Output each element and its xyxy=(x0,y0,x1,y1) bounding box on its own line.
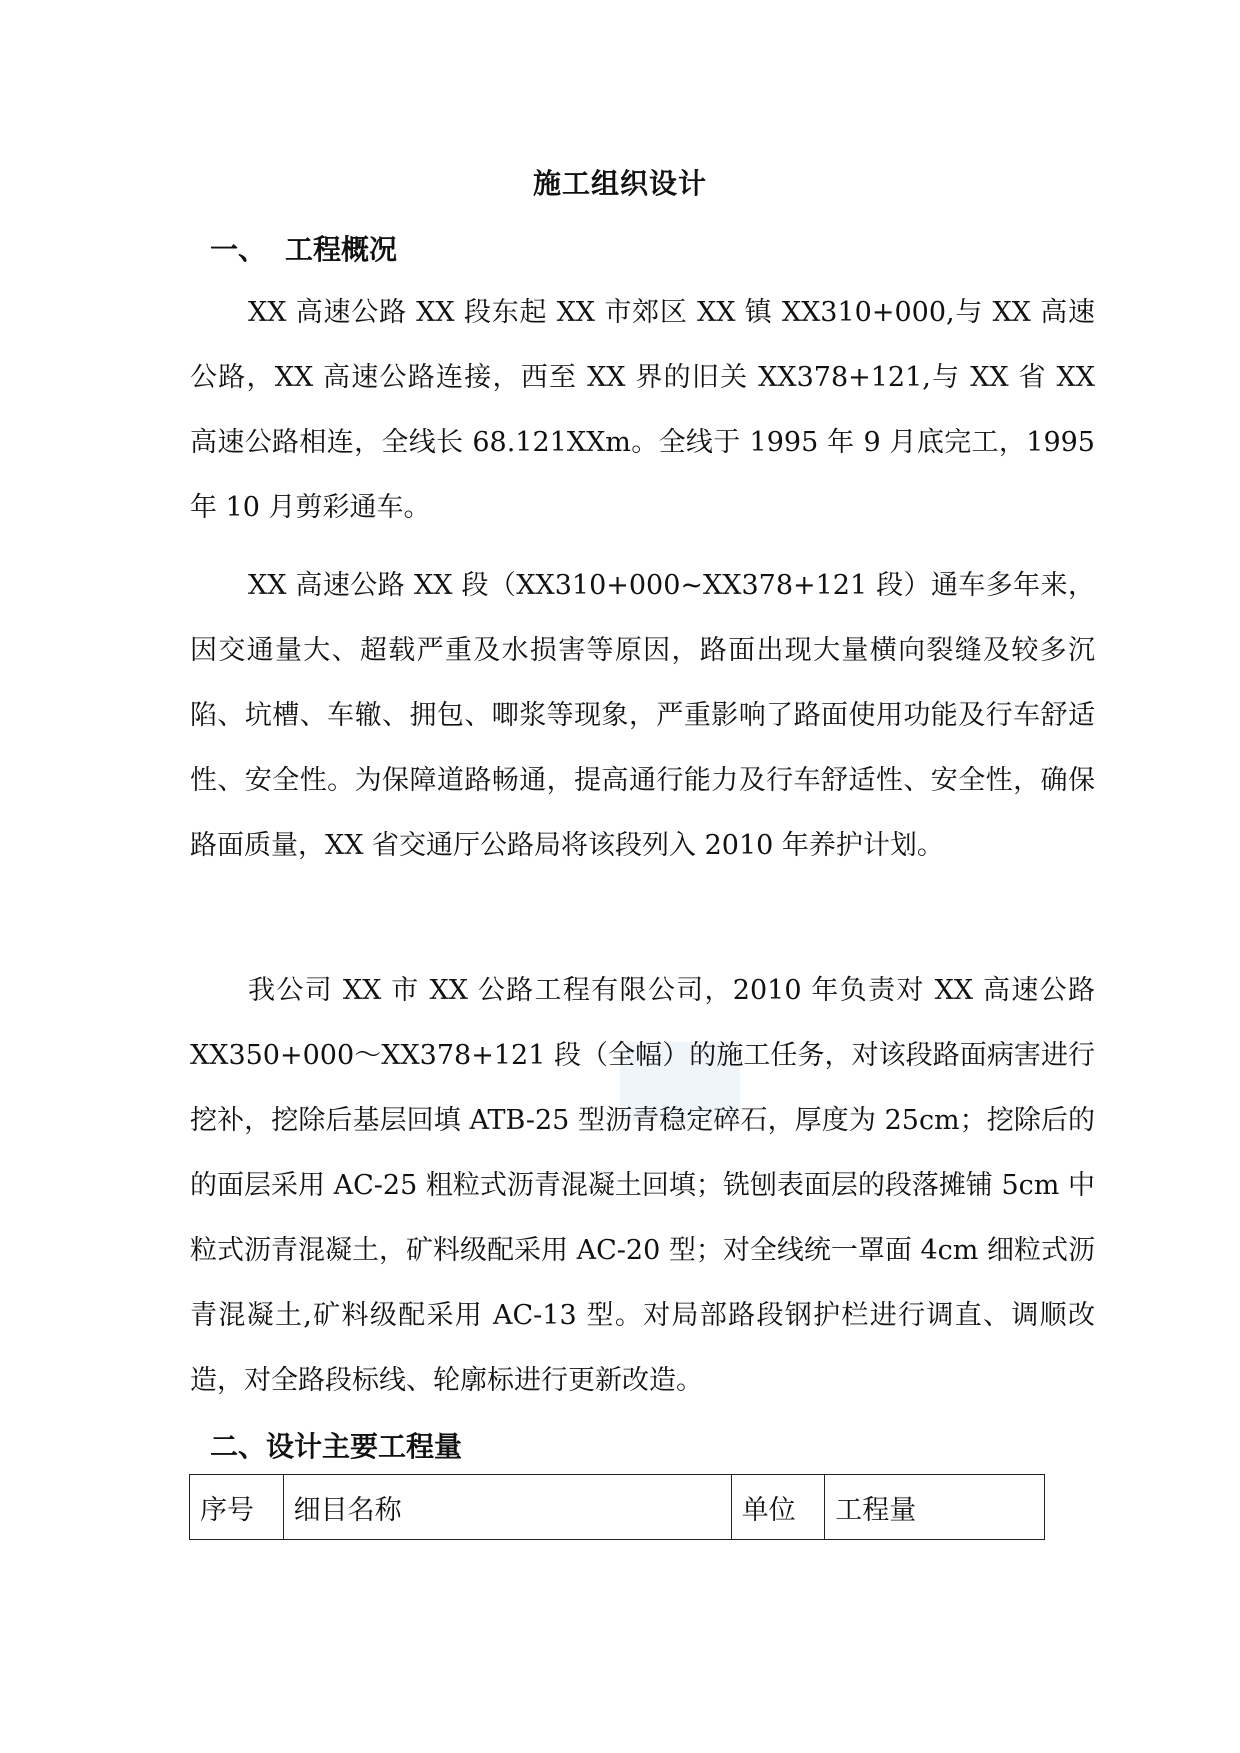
section-heading-overview xyxy=(210,228,397,268)
header-cell-seq: 序号 xyxy=(190,1475,284,1540)
header-cell-item-name: 细目名称 xyxy=(283,1475,731,1540)
document-title: 施工组织设计 xyxy=(532,167,707,200)
section-title: 工程概况 xyxy=(285,233,398,266)
paragraph-construction-scope: 我公司 XX 市 XX 公路工程有限公司，2010 年负责对 XX 高速公路 XX350+000～XX378+121 段（全幅）的施工任务，对该段路面病害进行挖补，挖除后基层回填 ATB-25 型沥青稳定碎石，厚度为 25cm；挖除后的的面层采用 AC-25 粗粒式沥青混凝土回填；铣刨表面层的段落摊铺 5cm 中粒式沥青混凝土，矿料级配采用 AC-20 型；对全线统一罩面 4cm 细粒式沥青混凝土,矿料级配采用 AC-13 型。对局部路段钢护栏进行调直、调顺改造，对全路段标线、轮廓标进行更新改造。 xyxy=(190,975,1095,1396)
quantities-table xyxy=(189,1474,1045,1540)
paragraph-project-location: XX 高速公路 XX 段东起 XX 市郊区 XX 镇 XX310+000,与 XX 高速公路，XX 高速公路连接，西至 XX 界的旧关 XX378+121,与 XX 省 XX 高速公路相连，全线长 68.121XXm。全线于 1995 年 9 月底完工，1995 年 10 月剪彩通车。 xyxy=(190,297,1095,523)
header-cell-quantity: 工程量 xyxy=(825,1475,1045,1540)
paragraph-road-condition: XX 高速公路 XX 段（XX310+000~XX378+121 段）通车多年来，因交通量大、超载严重及水损害等原因，路面出现大量横向裂缝及较多沉陷、坑槽、车辙、拥包、唧浆等现象，严重影响了路面使用功能及行车舒适性、安全性。为保障道路畅通，提高通行能力及行车舒适性、安全性，确保路面质量，XX 省交通厅公路局将该段列入 2010 年养护计划。 xyxy=(190,570,1095,861)
section-heading-quantities: 二、设计主要工程量 xyxy=(210,1430,463,1463)
header-cell-unit: 单位 xyxy=(731,1475,825,1540)
table-header-row xyxy=(190,1475,1045,1540)
section-number: 一、 xyxy=(210,233,267,266)
